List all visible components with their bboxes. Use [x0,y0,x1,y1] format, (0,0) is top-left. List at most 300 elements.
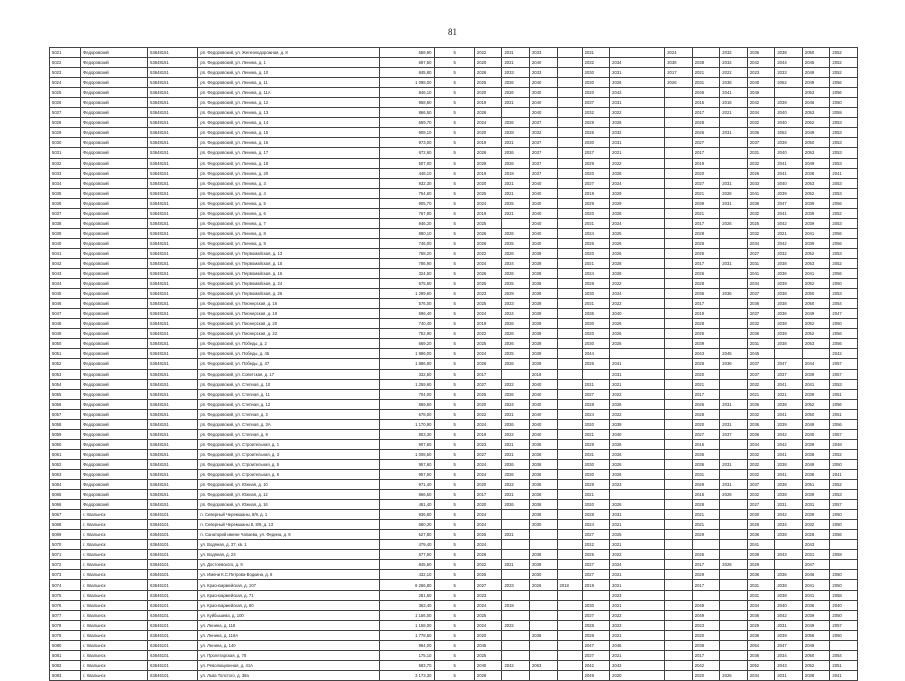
cell-year-6: 2029 [610,188,665,198]
cell-year-12: 2038 [802,449,830,459]
cell-year-12: 2050 [802,650,830,660]
cell-district: Федоровский [81,389,148,399]
cell-year-6: 2026 [610,78,665,88]
cell-year-2: 2026 [502,329,530,339]
cell-district: Федоровский [81,279,148,289]
cell-year-4 [557,530,582,540]
table-row [50,660,858,670]
cell-floors: 5 [435,248,475,258]
cell-year-5: 2021 [582,429,610,439]
cell-address: рп. Федоровский, ул. Ленина, д. 17 [198,148,380,158]
cell-year-12: 2039 [802,198,830,208]
cell-floors: 5 [435,289,475,299]
cell-year-3: 2039 [529,560,557,570]
cell-year-8: 2028 [692,500,720,510]
cell-address: ул. Куйбышева, д. 100 [198,610,380,620]
cell-floors: 5 [435,108,475,118]
cell-year-5: 2026 [582,128,610,138]
cell-year-6: 2022 [610,108,665,118]
cell-year-11: 2042 [775,218,803,228]
cell-year-12: 2053 [802,178,830,188]
cell-year-7 [665,570,693,580]
cell-row-number: 5049 [50,329,81,339]
cell-year-4 [557,490,582,500]
cell-floors: 5 [435,269,475,279]
cell-year-3: 2040 [529,218,557,228]
cell-year-4 [557,309,582,319]
cell-year-9 [720,530,748,540]
cell-address: рп. Федоровский, ул. Южная, д. 12 [198,490,380,500]
cell-oktmo-code: 53648151 [148,218,198,228]
cell-oktmo-code: 63646101 [148,520,198,530]
cell-year-1: 2025 [474,389,502,399]
cell-year-7 [665,459,693,469]
cell-year-13: 2050 [830,319,858,329]
cell-year-3: 2040 [529,198,557,208]
cell-year-4 [557,78,582,88]
cell-year-10: 2045 [747,349,775,359]
cell-year-11: 2036 [775,309,803,319]
cell-year-5: 2030 [582,319,610,329]
cell-year-13: 2053 [830,178,858,188]
cell-year-11: 2047 [775,198,803,208]
cell-year-9 [720,269,748,279]
cell-year-11: 2037 [775,369,803,379]
cell-year-11: 2038 [775,399,803,409]
cell-year-10: 2025 [747,218,775,228]
cell-row-number: 5024 [50,78,81,88]
cell-year-8: 2029 [692,530,720,540]
cell-year-5: 2020 [582,419,610,429]
cell-year-11: 2042 [775,238,803,248]
cell-row-number: 5059 [50,429,81,439]
cell-year-13: 2056 [830,399,858,409]
cell-year-8: 2020 [692,670,720,680]
cell-year-7 [665,289,693,299]
cell-address: рп. Федоровский, ул. Пионерская, д. 16 [198,299,380,309]
cell-district: Федоровский [81,379,148,389]
cell-address: ул. Красноармейская, д. 71 [198,590,380,600]
cell-address: рп. Федоровский, ул. Ленина, д. 7 [198,218,380,228]
cell-floors: 5 [435,560,475,570]
cell-year-10: 2037 [747,369,775,379]
cell-year-11: 2021 [775,228,803,238]
cell-year-8: 2026 [692,238,720,248]
cell-year-8: 2036 [692,459,720,469]
cell-year-8: 2020 [692,168,720,178]
cell-year-6: 2022 [610,550,665,560]
cell-oktmo-code: 53648151 [148,419,198,429]
cell-year-6: 2021 [610,379,665,389]
cell-year-12: 2028 [802,530,830,540]
cell-year-2: 2025 [502,349,530,359]
cell-year-1: 2026 [474,550,502,560]
cell-oktmo-code: 53648151 [148,138,198,148]
cell-year-5: 2019 [582,188,610,198]
cell-year-1: 2024 [474,118,502,128]
cell-year-7 [665,168,693,178]
cell-row-number: 5081 [50,650,81,660]
cell-year-1: 2027 [474,379,502,389]
table-row [50,349,858,359]
cell-year-1: 2024 [474,198,502,208]
cell-address: ул. Революционная, д. 41А [198,660,380,670]
cell-row-number: 5038 [50,218,81,228]
cell-year-3 [529,600,557,610]
cell-floors: 5 [435,178,475,188]
cell-year-6: 2022 [610,299,665,309]
cell-district: г. Хвалынск [81,600,148,610]
table-row [50,500,858,510]
cell-oktmo-code: 53648151 [148,369,198,379]
cell-area: 6 266,80 [380,580,435,590]
cell-year-2: 2021 [502,188,530,198]
cell-year-2: 2019 [502,600,530,610]
cell-year-10: 2039 [747,550,775,560]
cell-address: ул. Ленина, д. 119А [198,630,380,640]
cell-year-4 [557,439,582,449]
cell-year-10: 2036 [747,128,775,138]
cell-year-2 [502,108,530,118]
cell-district: Федоровский [81,138,148,148]
cell-district: Федоровский [81,208,148,218]
cell-district: г. Хвалынск [81,630,148,640]
cell-area: 479,40 [380,540,435,550]
cell-address: рп. Федоровский, ул. Первомайская, д. 26 [198,289,380,299]
cell-year-11: 2042 [775,610,803,620]
cell-year-9 [720,228,748,238]
cell-year-12: 2036 [802,600,830,610]
cell-year-8: 2028 [692,118,720,128]
table-row [50,329,858,339]
cell-year-13: 2053 [830,218,858,228]
cell-year-11: 2033 [775,68,803,78]
table-row [50,530,858,540]
cell-oktmo-code: 53648151 [148,289,198,299]
cell-year-2: 2021 [502,98,530,108]
cell-year-5: 2049 [582,670,610,680]
cell-year-3 [529,640,557,650]
cell-year-7 [665,670,693,680]
cell-year-9: 2045 [720,349,748,359]
cell-district: Федоровский [81,218,148,228]
cell-year-1: 2026 [474,359,502,369]
cell-year-5: 2027 [582,610,610,620]
cell-year-7 [665,349,693,359]
cell-year-3 [529,590,557,600]
registry-table [49,47,858,681]
cell-year-3: 2039 [529,258,557,268]
cell-floors: 5 [435,299,475,309]
cell-address: рп. Федоровский, ул. Ленина, д. 11 [198,78,380,88]
cell-year-10: 2036 [747,329,775,339]
cell-year-2: 2026 [502,269,530,279]
cell-year-7 [665,419,693,429]
cell-floors: 5 [435,68,475,78]
cell-row-number: 5056 [50,399,81,409]
cell-year-11: 2038 [775,580,803,590]
cell-floors: 5 [435,570,475,580]
cell-year-9 [720,369,748,379]
cell-year-8: 2021 [692,208,720,218]
cell-floors: 5 [435,188,475,198]
cell-year-10: 2033 [747,178,775,188]
cell-year-5: 2028 [582,620,610,630]
cell-year-2 [502,610,530,620]
cell-area: 332,60 [380,369,435,379]
cell-district: Федоровский [81,369,148,379]
cell-row-number: 5035 [50,188,81,198]
cell-year-9 [720,118,748,128]
cell-row-number: 5064 [50,480,81,490]
cell-year-8: 2027 [692,429,720,439]
cell-year-2: 2026 [502,118,530,128]
cell-year-12: 2053 [802,339,830,349]
cell-year-11: 2040 [775,108,803,118]
cell-year-1: 2025 [474,188,502,198]
cell-floors: 5 [435,640,475,650]
cell-year-1: 2020 [474,500,502,510]
table-row [50,610,858,620]
table-row [50,198,858,208]
cell-year-6: 2022 [610,279,665,289]
table-row [50,258,858,268]
cell-year-9 [720,148,748,158]
cell-year-3: 2030 [529,520,557,530]
cell-year-5: 2030 [582,469,610,479]
cell-year-13: 2053 [830,118,858,128]
cell-year-10: 2032 [747,459,775,469]
cell-year-7 [665,128,693,138]
cell-year-3 [529,620,557,630]
cell-year-10: 2041 [747,188,775,198]
cell-year-10: 2032 [747,469,775,479]
cell-year-9 [720,138,748,148]
cell-year-10: 2036 [747,630,775,640]
cell-year-13: 2050 [830,98,858,108]
cell-year-8: 2039 [692,198,720,208]
cell-year-13: 2047 [830,309,858,319]
cell-year-1: 2040 [474,660,502,670]
table-body [50,48,858,681]
cell-row-number: 5050 [50,339,81,349]
cell-year-11: 2041 [775,379,803,389]
cell-year-11: 2038 [775,289,803,299]
cell-year-6: 2023 [610,620,665,630]
cell-year-4 [557,419,582,429]
cell-year-12: 2056 [802,630,830,640]
cell-oktmo-code: 53648151 [148,48,198,58]
cell-year-10: 2021 [747,389,775,399]
cell-year-9 [720,610,748,620]
cell-area: 363,40 [380,600,435,610]
cell-floors: 5 [435,409,475,419]
cell-year-13: 2056 [830,228,858,238]
table-row [50,419,858,429]
cell-district: г. Хвалынск [81,520,148,530]
cell-year-1: 2026 [474,269,502,279]
cell-year-7 [665,148,693,158]
cell-year-10: 2027 [747,500,775,510]
cell-year-13: 2051 [830,389,858,399]
cell-year-4 [557,339,582,349]
cell-area: 507,00 [380,158,435,168]
cell-year-13: 2053 [830,138,858,148]
cell-row-number: 5026 [50,98,81,108]
cell-year-7 [665,389,693,399]
cell-year-7 [665,540,693,550]
cell-year-13 [830,560,858,570]
cell-year-4 [557,469,582,479]
table-row [50,68,858,78]
cell-row-number: 5082 [50,660,81,670]
cell-year-11: 2038 [775,530,803,540]
cell-year-4 [557,258,582,268]
cell-year-11: 2039 [775,188,803,198]
cell-year-5: 2030 [582,78,610,88]
cell-year-13: 2056 [830,78,858,88]
cell-year-3: 2018 [529,369,557,379]
cell-floors: 5 [435,670,475,680]
cell-year-8: 2026 [692,248,720,258]
cell-year-3: 2040 [529,178,557,188]
table-row [50,168,858,178]
cell-district: г. Хвалынск [81,560,148,570]
cell-year-8 [692,540,720,550]
cell-year-10: 2034 [747,108,775,118]
cell-year-2: 2024 [502,309,530,319]
cell-year-9 [720,168,748,178]
cell-year-1: 2024 [474,540,502,550]
cell-district: Федоровский [81,399,148,409]
cell-year-12: 2038 [802,168,830,178]
cell-year-6: 2045 [610,640,665,650]
cell-area: 669,20 [380,339,435,349]
cell-year-8: 2017 [692,218,720,228]
cell-year-5: 2024 [582,269,610,279]
cell-year-10: 2042 [747,58,775,68]
cell-year-13: 2053 [830,248,858,258]
cell-district: г. Хвалынск [81,550,148,560]
cell-row-number: 5023 [50,68,81,78]
cell-year-7 [665,329,693,339]
table-row [50,630,858,640]
cell-year-7 [665,490,693,500]
cell-year-11: 2038 [775,480,803,490]
cell-year-3 [529,650,557,660]
cell-year-4 [557,500,582,510]
cell-year-6: 2031 [610,510,665,520]
cell-year-5: 2030 [582,339,610,349]
cell-year-3: 2039 [529,319,557,329]
cell-year-2 [502,640,530,650]
cell-area: 677,60 [380,550,435,560]
cell-oktmo-code: 63646101 [148,570,198,580]
cell-year-13: 2057 [830,359,858,369]
cell-year-12: 2039 [802,218,830,228]
table-row [50,299,858,309]
cell-year-10: 2036 [747,610,775,620]
cell-year-4 [557,218,582,228]
cell-year-7 [665,269,693,279]
cell-row-number: 5062 [50,459,81,469]
cell-year-6: 2042 [610,88,665,98]
cell-year-4 [557,279,582,289]
cell-address: рп. Федоровский, ул. Победы, д. 45 [198,349,380,359]
cell-year-6: 2029 [610,198,665,208]
cell-year-7 [665,98,693,108]
cell-year-13: 2053 [830,188,858,198]
cell-floors: 5 [435,198,475,208]
cell-area: 658,90 [380,48,435,58]
cell-year-8: 2046 [692,88,720,98]
cell-year-6: 2041 [610,359,665,369]
cell-year-4 [557,359,582,369]
cell-year-11: 2047 [775,359,803,369]
cell-year-10: 2034 [747,279,775,289]
cell-year-10: 2032 [747,319,775,329]
cell-year-2: 2021 [502,439,530,449]
table-row [50,490,858,500]
cell-year-7: 2024 [665,48,693,58]
cell-year-4 [557,630,582,640]
cell-year-3 [529,540,557,550]
cell-year-13: 2041 [830,469,858,479]
cell-year-8: 2017 [692,650,720,660]
cell-year-4: 2018 [557,580,582,590]
cell-area: 1 156,00 [380,610,435,620]
cell-district: Федоровский [81,449,148,459]
cell-year-13: 2056 [830,269,858,279]
cell-year-2 [502,520,530,530]
cell-year-13: 2052 [830,48,858,58]
cell-oktmo-code: 63646101 [148,530,198,540]
cell-year-6: 2028 [610,258,665,268]
cell-year-12: 2044 [802,359,830,369]
cell-year-13: 2048 [830,439,858,449]
cell-year-5: 2020 [582,248,610,258]
cell-district: Федоровский [81,158,148,168]
cell-year-13: 2052 [830,480,858,490]
cell-oktmo-code: 53648151 [148,228,198,238]
cell-year-13: 2057 [830,500,858,510]
cell-year-13: 2059 [830,550,858,560]
cell-year-1: 2025 [474,339,502,349]
cell-address: рп. Федоровский, ул. Ленина, д. 6 [198,208,380,218]
cell-year-8: 2031 [692,469,720,479]
cell-year-5: 2026 [582,238,610,248]
cell-year-3 [529,610,557,620]
cell-area: 481,40 [380,500,435,510]
cell-address: п. Северный Черемшаны, 8/9, д. 1 [198,510,380,520]
cell-year-11: 2052 [775,78,803,88]
cell-year-12: 2041 [802,379,830,389]
cell-oktmo-code: 63646101 [148,550,198,560]
cell-year-7 [665,88,693,98]
cell-year-12: 2049 [802,158,830,168]
cell-year-5: 2029 [582,198,610,208]
cell-year-10: 2032 [747,409,775,419]
cell-year-7 [665,369,693,379]
cell-address: рп. Федоровский, ул. Железнодорожная, д. 8 [198,48,380,58]
cell-year-4 [557,329,582,339]
cell-year-3: 2040 [529,98,557,108]
cell-area: 866,50 [380,108,435,118]
cell-year-10: 2037 [747,309,775,319]
cell-year-4 [557,178,582,188]
cell-year-2: 2026 [502,78,530,88]
cell-address: рп. Федоровский, ул. Строительная, д. 6 [198,469,380,479]
